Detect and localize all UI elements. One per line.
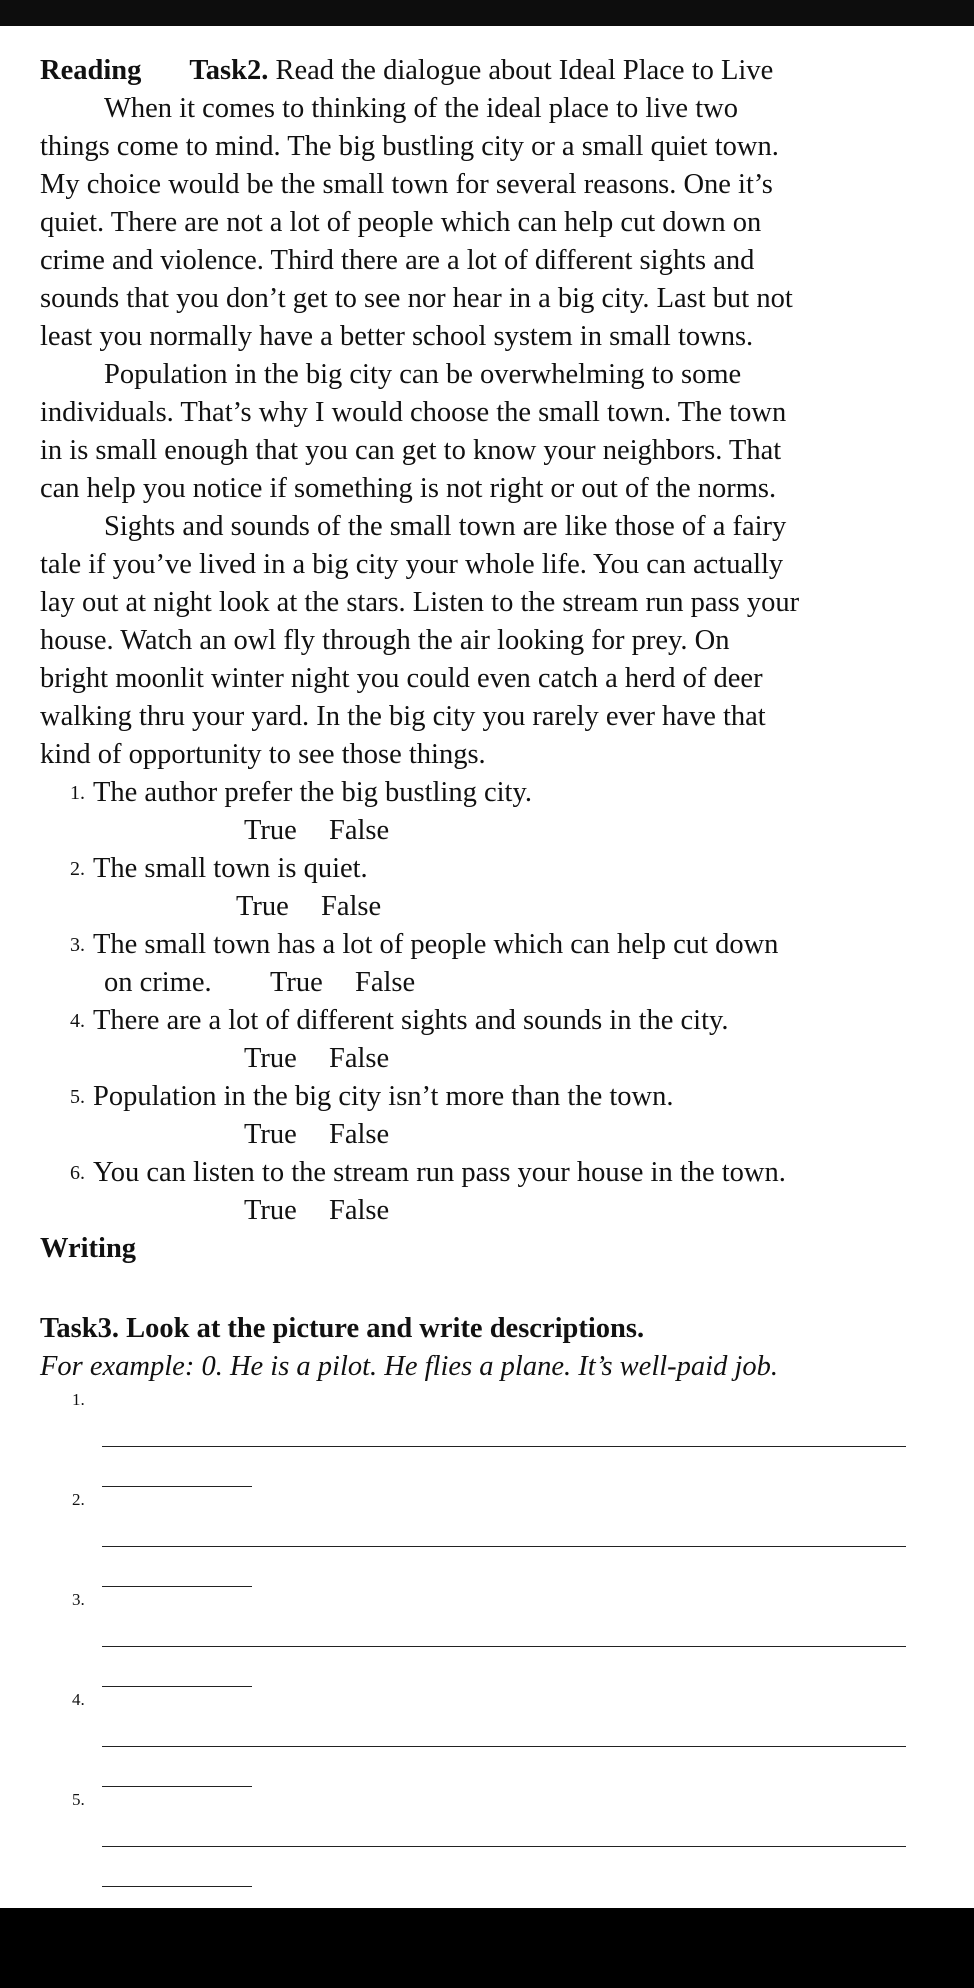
question-number: 4. (70, 1010, 85, 1032)
passage-line: When it comes to thinking of the ideal place to live two (104, 93, 738, 124)
passage-line: walking thru your yard. In the big city you rarely ever have that (40, 701, 766, 732)
passage-line: tale if you’ve lived in a big city your whole life. You can actually (40, 549, 784, 580)
answer-false[interactable]: False (355, 967, 416, 998)
writing-item-number: 4. (72, 1690, 85, 1709)
question-text: There are a lot of different sights and sounds in the city. (93, 1005, 729, 1036)
writing-item-number: 5. (72, 1790, 85, 1809)
answer-line[interactable] (102, 1446, 906, 1447)
answer-line[interactable] (102, 1846, 906, 1847)
question-number: 3. (70, 934, 85, 956)
writing-heading: Writing (40, 1233, 137, 1264)
answer-true[interactable]: True (244, 1043, 297, 1074)
question-number: 5. (70, 1086, 85, 1108)
question-text: The author prefer the big bustling city. (93, 777, 532, 808)
passage-line: crime and violence. Third there are a lot of different sights and (40, 245, 755, 276)
answer-line-short[interactable] (102, 1786, 252, 1787)
answer-line-short[interactable] (102, 1586, 252, 1587)
answer-false[interactable]: False (329, 1195, 390, 1226)
writing-item-number: 1. (72, 1390, 85, 1409)
answer-line[interactable] (102, 1746, 906, 1747)
worksheet-page (0, 26, 974, 1908)
passage-line: bright moonlit winter night you could even catch a herd of deer (40, 663, 763, 694)
question-number: 2. (70, 858, 85, 880)
answer-false[interactable]: False (329, 1043, 390, 1074)
question-number: 6. (70, 1162, 85, 1184)
passage-line: sounds that you don’t get to see nor hear in a big city. Last but not (40, 283, 793, 314)
answer-line[interactable] (102, 1546, 906, 1547)
answer-true[interactable]: True (244, 815, 297, 846)
passage-line: things come to mind. The big bustling city or a small quiet town. (40, 131, 779, 162)
answer-false[interactable]: False (329, 815, 390, 846)
answer-true[interactable]: True (270, 967, 323, 998)
answer-line-short[interactable] (102, 1686, 252, 1687)
answer-true[interactable]: True (244, 1195, 297, 1226)
task2-label: Task2. (189, 55, 269, 86)
reading-heading: Reading (40, 55, 142, 86)
answer-line[interactable] (102, 1646, 906, 1647)
passage-line: kind of opportunity to see those things. (40, 739, 486, 770)
passage-line: individuals. That’s why I would choose the small town. The town (40, 397, 787, 428)
passage-line: My choice would be the small town for several reasons. One it’s (40, 169, 773, 200)
answer-false[interactable]: False (321, 891, 382, 922)
task3-heading: Task3. Look at the picture and write descriptions. (40, 1313, 645, 1344)
passage-line: least you normally have a better school system in small towns. (40, 321, 754, 352)
passage-line: Sights and sounds of the small town are like those of a fairy (104, 511, 787, 542)
passage-line: lay out at night look at the stars. Listen to the stream run pass your (40, 587, 800, 618)
passage-line: can help you notice if something is not right or out of the norms. (40, 473, 777, 504)
bottom-bar (0, 1908, 974, 1988)
passage-line: Population in the big city can be overwhelming to some (104, 359, 742, 390)
answer-line-short[interactable] (102, 1886, 252, 1887)
writing-item-number: 2. (72, 1490, 85, 1509)
writing-item-number: 3. (72, 1590, 85, 1609)
answer-false[interactable]: False (329, 1119, 390, 1150)
answer-line-short[interactable] (102, 1486, 252, 1487)
question-number: 1. (70, 782, 85, 804)
passage-line: house. Watch an owl fly through the air looking for prey. On (40, 625, 730, 656)
passage-line: in is small enough that you can get to know your neighbors. That (40, 435, 782, 466)
question-text: The small town has a lot of people which can help cut down (93, 929, 779, 960)
task2-instruction: Read the dialogue about Ideal Place to Live (275, 55, 774, 86)
top-bar (0, 0, 974, 26)
question-text-cont: on crime. (104, 967, 212, 998)
answer-true[interactable]: True (244, 1119, 297, 1150)
task3-example: For example: 0. He is a pilot. He flies a plane. It’s well-paid job. (40, 1351, 778, 1382)
question-text: The small town is quiet. (93, 853, 368, 884)
passage-line: quiet. There are not a lot of people which can help cut down on (40, 207, 762, 238)
reading-heading-line (40, 52, 773, 90)
answer-true[interactable]: True (236, 891, 289, 922)
question-text: You can listen to the stream run pass your house in the town. (93, 1157, 786, 1188)
question-text: Population in the big city isn’t more than the town. (93, 1081, 674, 1112)
